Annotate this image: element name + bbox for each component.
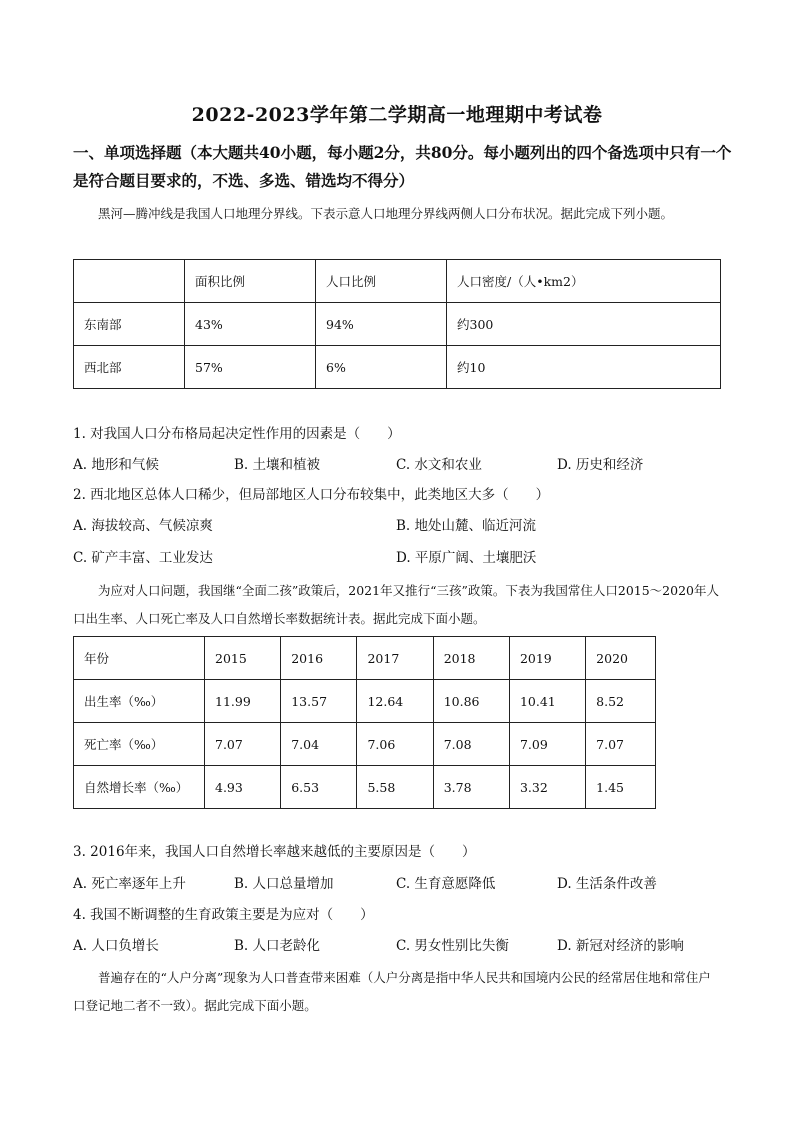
question-4-stem: 4. 我国不断调整的生育政策主要是为应对（ ） xyxy=(73,907,374,923)
table-cell: 东南部 xyxy=(74,303,185,346)
question-4-option-d[interactable]: D. 新冠对经济的影响 xyxy=(557,938,684,954)
table-header-cell: 2017 xyxy=(357,637,433,680)
table-row xyxy=(74,766,656,809)
table-cell: 6% xyxy=(316,346,447,389)
table-header-cell: 面积比例 xyxy=(185,260,316,303)
table-cell: 3.32 xyxy=(509,766,585,809)
table-cell: 43% xyxy=(185,303,316,346)
table-cell: 7.08 xyxy=(433,723,509,766)
page-title: 2022-2023学年第二学期高一地理期中考试卷 xyxy=(191,104,603,126)
question-1-option-c[interactable]: C. 水文和农业 xyxy=(396,457,482,473)
table-cell: 5.58 xyxy=(357,766,433,809)
table-cell: 7.09 xyxy=(509,723,585,766)
section-heading: 一、单项选择题（本大题共40小题，每小题2分，共80分。每小题列出的四个备选项中只有一个是符合题目要求的，不选、多选、错选均不得分） xyxy=(73,143,732,190)
table-header-cell: 人口比例 xyxy=(316,260,447,303)
table-row xyxy=(74,346,721,389)
table-header-cell: 2016 xyxy=(281,637,357,680)
table-header-cell: 2020 xyxy=(586,637,656,680)
population-distribution-table xyxy=(73,259,721,389)
table-cell: 8.52 xyxy=(586,680,656,723)
table-header-cell: 2018 xyxy=(433,637,509,680)
table-cell: 10.41 xyxy=(509,680,585,723)
question-1-option-a[interactable]: A. 地形和气候 xyxy=(73,457,159,473)
question-2-stem: 2. 西北地区总体人口稀少，但局部地区人口分布较集中，此类地区大多（ ） xyxy=(73,487,550,503)
table-cell: 约300 xyxy=(447,303,721,346)
table-cell: 94% xyxy=(316,303,447,346)
question-2-option-b[interactable]: B. 地处山麓、临近河流 xyxy=(396,518,537,534)
table-row xyxy=(74,303,721,346)
table-cell: 6.53 xyxy=(281,766,357,809)
question-1-option-d[interactable]: D. 历史和经济 xyxy=(557,457,644,473)
table-cell: 12.64 xyxy=(357,680,433,723)
intro-paragraph-2: 为应对人口问题，我国继“全面二孩”政策后，2021年又推行“三孩”政策。下表为我国常住人口2015～2020年人口出生率、人口死亡率及人口自然增长率数据统计表。据此完成下面小题。 xyxy=(73,583,719,626)
table-header-row xyxy=(74,637,656,680)
table-header-cell: 2019 xyxy=(509,637,585,680)
question-4-option-a[interactable]: A. 人口负增长 xyxy=(73,938,159,954)
table-cell: 4.93 xyxy=(205,766,281,809)
question-3-option-a[interactable]: A. 死亡率逐年上升 xyxy=(73,876,186,892)
question-3-option-d[interactable]: D. 生活条件改善 xyxy=(557,876,657,892)
table-header-cell: 人口密度/（人•km2） xyxy=(447,260,721,303)
table-cell: 10.86 xyxy=(433,680,509,723)
table-cell: 7.04 xyxy=(281,723,357,766)
question-3-stem: 3. 2016年来，我国人口自然增长率越来越低的主要原因是（ ） xyxy=(73,844,476,860)
table-row xyxy=(74,680,656,723)
table-cell: 西北部 xyxy=(74,346,185,389)
table-header-cell xyxy=(74,260,185,303)
intro-paragraph-3: 普遍存在的“人户分离”现象为人口普查带来困难（人户分离是指中华人民共和国境内公民的经常居住地和常住户口登记地二者不一致）。据此完成下面小题。 xyxy=(73,970,711,1013)
birth-death-rate-table xyxy=(73,636,656,809)
table-cell: 13.57 xyxy=(281,680,357,723)
table-cell: 7.07 xyxy=(586,723,656,766)
table-cell: 1.45 xyxy=(586,766,656,809)
table-row xyxy=(74,723,656,766)
question-1-option-b[interactable]: B. 土壤和植被 xyxy=(234,457,321,473)
table-header-cell: 年份 xyxy=(74,637,205,680)
table-cell: 11.99 xyxy=(205,680,281,723)
question-4-option-c[interactable]: C. 男女性别比失衡 xyxy=(396,938,509,954)
question-2-option-c[interactable]: C. 矿产丰富、工业发达 xyxy=(73,550,213,566)
table-header-row xyxy=(74,260,721,303)
table-cell: 约10 xyxy=(447,346,721,389)
intro-paragraph-1: 黑河—腾冲线是我国人口地理分界线。下表示意人口地理分界线两侧人口分布状况。据此完成下列小题。 xyxy=(98,206,674,221)
question-3-option-b[interactable]: B. 人口总量增加 xyxy=(234,876,334,892)
table-cell: 死亡率（‰） xyxy=(74,723,205,766)
table-cell: 7.07 xyxy=(205,723,281,766)
table-cell: 自然增长率（‰） xyxy=(74,766,205,809)
table-cell: 57% xyxy=(185,346,316,389)
question-2-option-a[interactable]: A. 海拔较高、气候凉爽 xyxy=(73,518,213,534)
question-3-option-c[interactable]: C. 生育意愿降低 xyxy=(396,876,496,892)
table-cell: 出生率（‰） xyxy=(74,680,205,723)
question-1-stem: 1. 对我国人口分布格局起决定性作用的因素是（ ） xyxy=(73,426,401,442)
table-header-cell: 2015 xyxy=(205,637,281,680)
question-4-option-b[interactable]: B. 人口老龄化 xyxy=(234,938,321,954)
table-cell: 7.06 xyxy=(357,723,433,766)
question-2-option-d[interactable]: D. 平原广阔、土壤肥沃 xyxy=(396,550,537,566)
table-cell: 3.78 xyxy=(433,766,509,809)
